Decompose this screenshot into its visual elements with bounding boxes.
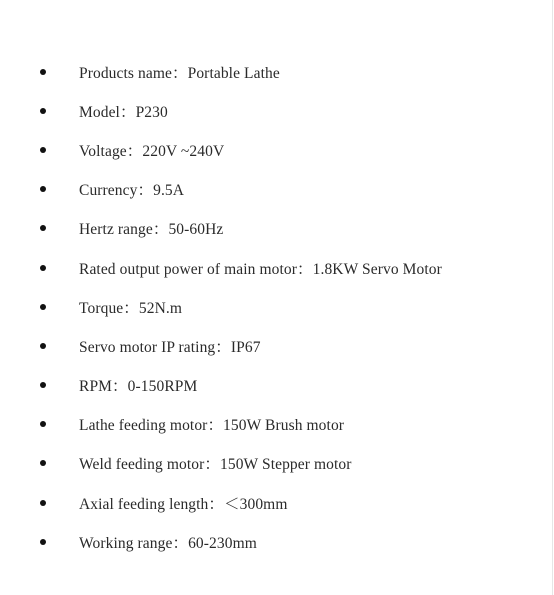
list-item	[0, 483, 554, 522]
spec-text	[79, 100, 168, 122]
spec-separator: ：	[172, 534, 189, 552]
list-item	[0, 326, 554, 365]
spec-text	[79, 413, 344, 435]
spec-separator: ：	[208, 495, 225, 513]
spec-value: 52N.m	[138, 299, 183, 317]
spec-value: 50-60Hz	[168, 221, 224, 239]
spec-value: P230	[135, 103, 168, 121]
spec-label: RPM	[79, 378, 113, 396]
spec-value: IP67	[230, 338, 261, 356]
spec-separator: ：	[137, 182, 154, 200]
spec-value: ＜300mm	[224, 495, 288, 513]
spec-text	[79, 139, 224, 161]
spec-text	[79, 61, 280, 83]
spec-value: 0-150RPM	[127, 378, 198, 396]
bullet-icon	[40, 539, 46, 545]
bullet-icon	[40, 382, 46, 388]
list-item	[0, 91, 554, 130]
spec-label: Axial feeding length	[79, 495, 209, 513]
spec-label: Lathe feeding motor	[79, 417, 208, 435]
bullet-icon	[40, 343, 46, 349]
spec-separator: ：	[215, 338, 231, 356]
bullet-icon	[40, 225, 46, 231]
spec-label: Servo motor IP rating	[79, 338, 216, 356]
spec-value: 150W Stepper motor	[220, 456, 352, 474]
list-item	[0, 522, 554, 561]
bullet-icon	[40, 421, 46, 427]
spec-label: Rated output power of main motor	[79, 260, 298, 278]
spec-label: Torque	[79, 299, 124, 317]
spec-label: Model	[79, 103, 120, 121]
bullet-icon	[40, 460, 46, 466]
list-item	[0, 444, 554, 483]
spec-value: Portable Lathe	[187, 64, 280, 82]
spec-label: Currency	[79, 182, 138, 200]
bullet-icon	[40, 108, 46, 114]
bullet-icon	[40, 265, 46, 271]
spec-text	[79, 452, 352, 474]
list-item	[0, 170, 554, 209]
bullet-icon	[40, 69, 46, 75]
list-item	[0, 209, 554, 248]
list-item	[0, 405, 554, 444]
spec-text	[79, 531, 257, 553]
spec-label: Weld feeding motor	[79, 456, 205, 474]
spec-separator: ：	[152, 221, 169, 239]
spec-label: Hertz range	[79, 221, 153, 239]
spec-text	[79, 178, 184, 200]
spec-separator: ：	[172, 64, 188, 82]
spec-label: Products name	[79, 64, 172, 82]
spec-value: 220V ~240V	[142, 142, 225, 160]
spec-value: 9.5A	[153, 182, 185, 200]
list-item	[0, 248, 554, 287]
bullet-icon	[40, 304, 46, 310]
spec-text	[79, 257, 442, 279]
spec-value: 1.8KW Servo Motor	[312, 260, 442, 278]
spec-text	[79, 296, 182, 318]
list-item	[0, 366, 554, 405]
bullet-icon	[40, 500, 46, 506]
bullet-icon	[40, 186, 46, 192]
list-item	[0, 287, 554, 326]
page-edge-divider	[552, 0, 553, 595]
spec-separator: ：	[126, 142, 143, 160]
spec-text	[79, 374, 197, 396]
spec-separator: ：	[297, 260, 313, 278]
spec-separator: ：	[204, 456, 220, 474]
spec-list	[0, 52, 554, 561]
spec-value: 60-230mm	[188, 534, 257, 552]
list-item	[0, 130, 554, 169]
spec-separator: ：	[207, 417, 224, 435]
spec-separator: ：	[112, 378, 128, 396]
list-item	[0, 52, 554, 91]
spec-label: Working range	[79, 534, 173, 552]
spec-separator: ：	[123, 299, 139, 317]
spec-value: 150W Brush motor	[223, 417, 345, 435]
spec-label: Voltage	[79, 142, 127, 160]
spec-separator: ：	[119, 103, 136, 121]
spec-text	[79, 335, 261, 357]
bullet-icon	[40, 147, 46, 153]
spec-text	[79, 492, 287, 514]
spec-text	[79, 217, 223, 239]
